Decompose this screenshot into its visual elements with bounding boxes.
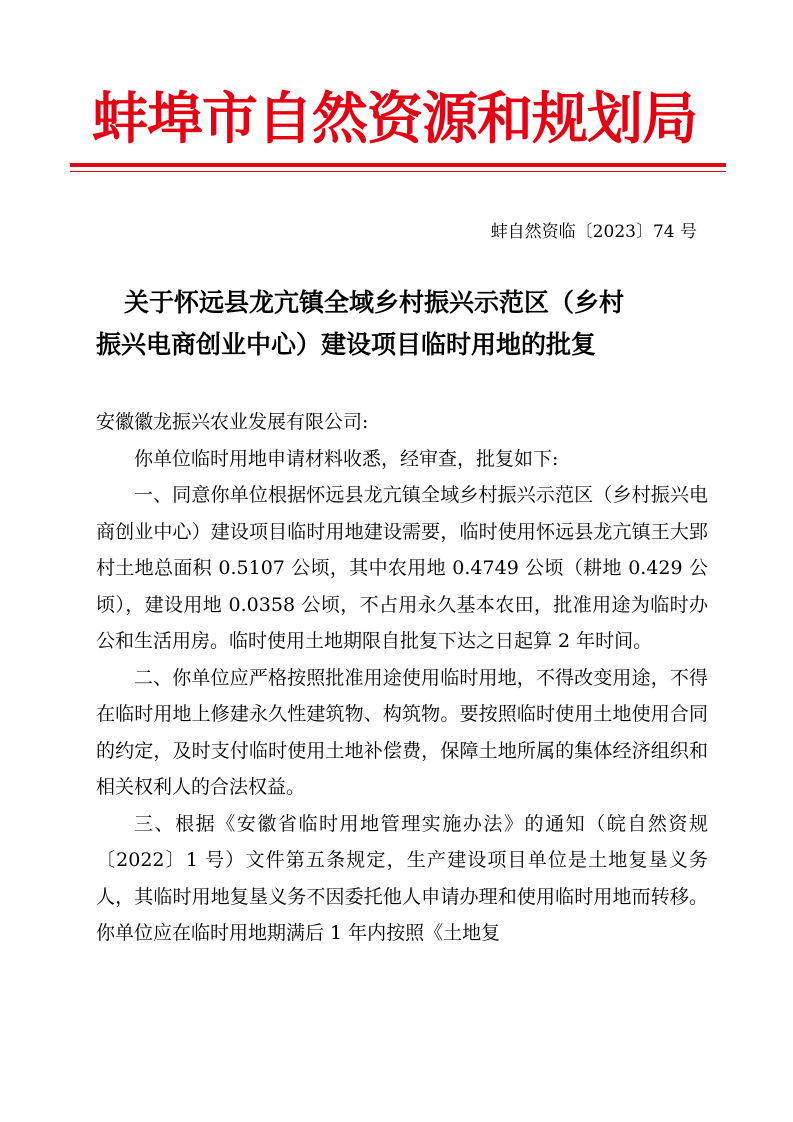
org-header-title: 蚌埠市自然资源和规划局: [92, 87, 697, 152]
addressee: 安徽徽龙振兴农业发展有限公司:: [96, 411, 369, 433]
header-red-rule-thick: [70, 163, 726, 167]
document-body: [96, 404, 708, 952]
document-number: 蚌自然资临〔2023〕74 号: [490, 222, 697, 242]
document-title: [96, 282, 706, 366]
document-title-line-2: 振兴电商创业中心）建设项目临时用地的批复: [96, 330, 597, 359]
body-paragraph-2: 二、你单位应严格按照批准用途使用临时用地，不得改变用途，不得在临时用地上修建永久性建筑物、构筑物。要按照临时使用土地使用合同的约定，及时支付临时使用土地补偿费，保障土地所属的集体经济组织和相关权利人的合法权益。: [96, 666, 708, 798]
document-title-line-1: 关于怀远县龙亢镇全域乡村振兴示范区（乡村: [124, 288, 625, 317]
header-red-rule-thin: [70, 171, 726, 172]
body-paragraph-1: 一、同意你单位根据怀远县龙亢镇全域乡村振兴示范区（乡村振兴电商创业中心）建设项目临时用地建设需要，临时使用怀远县龙亢镇王大郢村土地总面积 0.5107 公顷，其中农用地 0.4749 公顷（耕地 0.429 公顷），建设用地 0.0358 公顷，不占用永久基本农田，批准用途为临时办公和生活用房。临时使用土地期限自批复下达之日起算 2 年时间。: [96, 484, 708, 652]
body-paragraph-intro: 你单位临时用地申请材料收悉，经审查，批复如下:: [134, 447, 559, 470]
body-paragraph-3: 三、根据《安徽省临时用地管理实施办法》的通知（皖自然资规〔2022〕1 号）文件第五条规定，生产建设项目单位是土地复垦义务人，其临时用地复垦义务不因委托他人申请办理和使用临时用地而转移。你单位应在临时用地期满后 1 年内按照《土地复: [96, 812, 708, 944]
